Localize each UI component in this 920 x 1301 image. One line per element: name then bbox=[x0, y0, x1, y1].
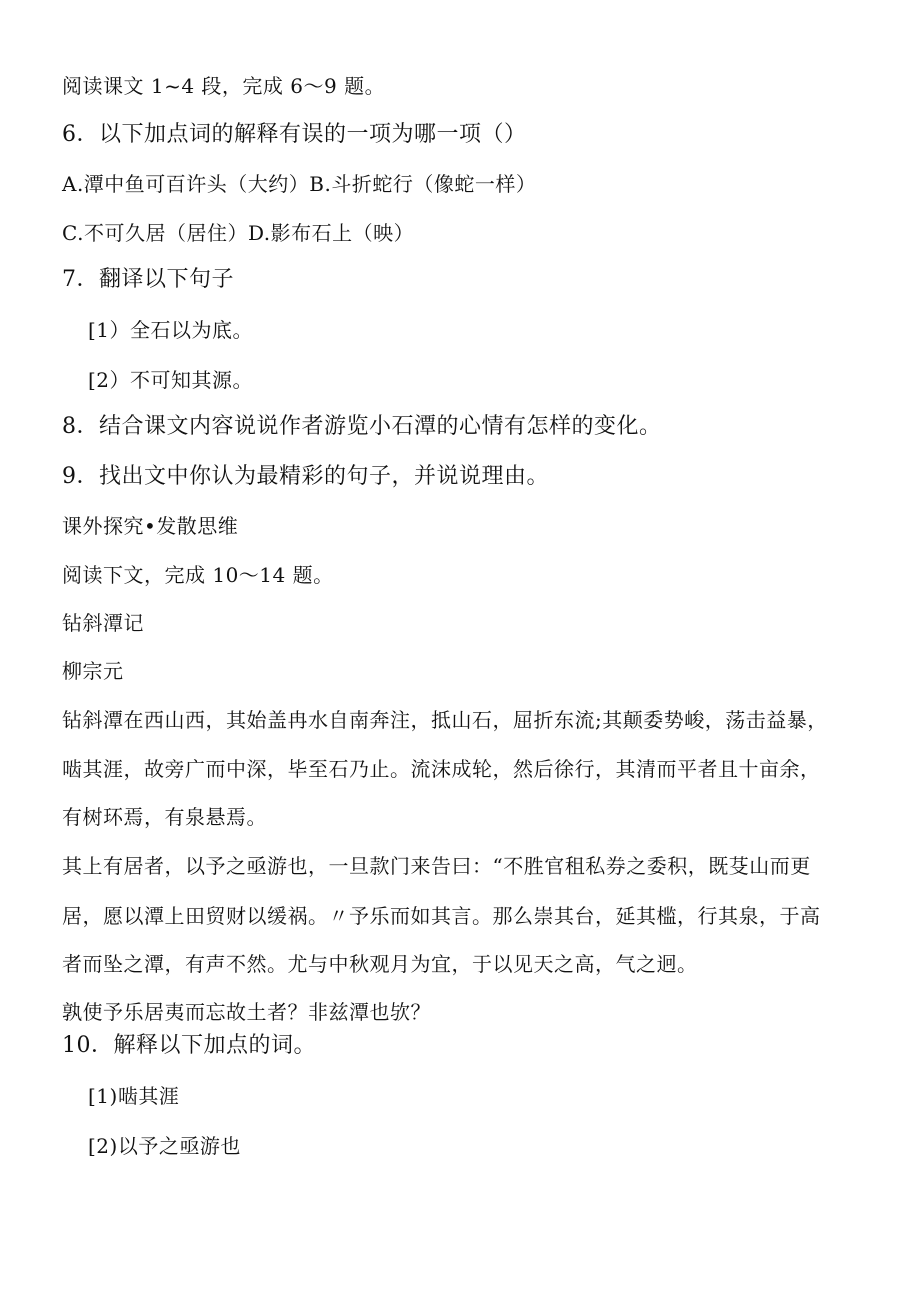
question-10-word-1: [1)啮其涯 bbox=[88, 1084, 180, 1108]
passage-title: 钻斜潭记 bbox=[62, 611, 144, 635]
passage-paragraph-1-line: 有树环焉，有泉悬焉。 bbox=[62, 805, 267, 829]
passage-paragraph-2-line: 者而坠之潭，有声不然。尤与中秋观月为宜，于以见天之高，气之迥。 bbox=[62, 952, 698, 976]
passage-paragraph-2-line: 居，愿以潭上田贸财以缓祸。〃予乐而如其言。那么崇其台，延其槛，行其泉，于高 bbox=[62, 904, 821, 928]
passage-paragraph-1-line: 钻斜潭在西山西，其始盖冉水自南奔注，抵山石，屈折东流;其颠委势峻，荡击益暴， bbox=[62, 708, 828, 732]
section-heading: 课外探究•发散思维 bbox=[62, 514, 239, 538]
question-9: 9．找出文中你认为最精彩的句子，并说说理由。 bbox=[62, 464, 549, 489]
passage-author: 柳宗元 bbox=[62, 659, 124, 683]
passage-paragraph-3: 孰使予乐居夷而忘故土者？非兹潭也欤？ bbox=[62, 1000, 431, 1024]
question-10-word-2: [2)以予之亟游也 bbox=[88, 1134, 241, 1158]
passage-paragraph-1-line: 啮其涯，故旁广而中深，毕至石乃止。流沫成轮，然后徐行，其清而平者且十亩余， bbox=[62, 757, 821, 781]
question-10-stem: 10．解释以下加点的词。 bbox=[62, 1033, 316, 1058]
question-7-stem: 7．翻译以下句子 bbox=[62, 267, 234, 292]
question-8: 8．结合课文内容说说作者游览小石潭的心情有怎样的变化。 bbox=[62, 414, 662, 439]
reading-instruction-2: 阅读下文，完成 10～14 题。 bbox=[62, 563, 334, 587]
question-7-sentence-1: [1）全石以为底。 bbox=[88, 318, 254, 342]
question-6-options-cd: C.不可久居（居住）D.影布石上（映） bbox=[62, 221, 415, 245]
reading-instruction: 阅读课文 1~4 段，完成 6～9 题。 bbox=[62, 74, 386, 98]
passage-paragraph-2-line: 其上有居者，以予之亟游也，一旦款门来告曰：“不胜官租私券之委积，既芟山而更 bbox=[62, 854, 811, 878]
question-7-sentence-2: [2）不可知其源。 bbox=[88, 368, 254, 392]
question-6-stem: 6．以下加点词的解释有误的一项为哪一项（） bbox=[62, 122, 527, 147]
question-6-options-ab: A.潭中鱼可百许头（大约）B.斗折蛇行（像蛇一样） bbox=[62, 172, 537, 196]
